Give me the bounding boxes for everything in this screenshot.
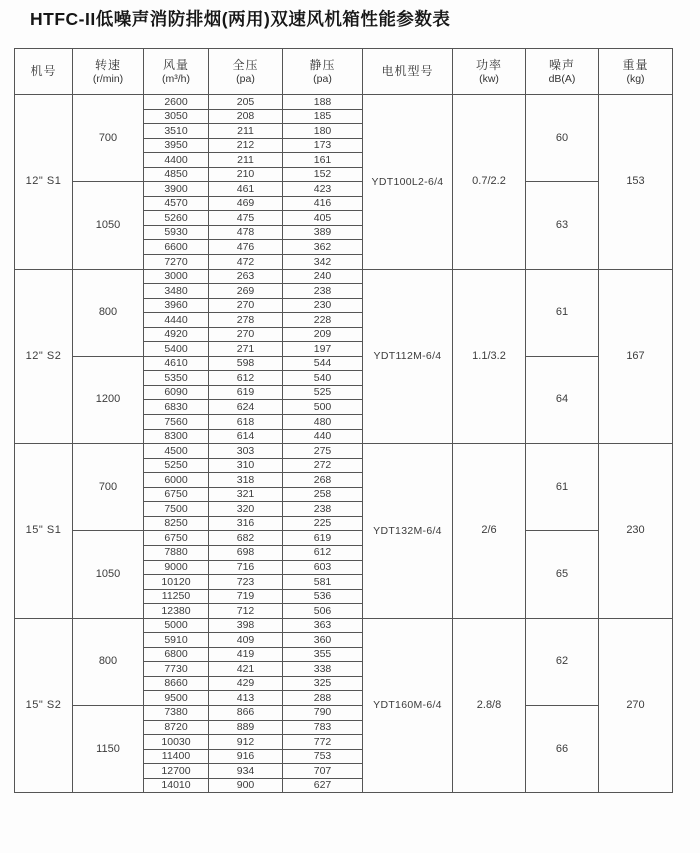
- cell-airflow: 3960: [144, 298, 209, 313]
- cell-airflow: 9000: [144, 560, 209, 575]
- cell-total-pressure: 321: [209, 487, 283, 502]
- header-row: [15, 49, 673, 95]
- cell-airflow: 7380: [144, 705, 209, 720]
- cell-total-pressure: 889: [209, 720, 283, 735]
- column-header-label: 静压: [309, 57, 336, 72]
- cell-total-pressure: 612: [209, 371, 283, 386]
- cell-static-pressure: 362: [283, 240, 363, 255]
- column-header-motor-model: [363, 49, 453, 95]
- cell-noise: 65: [526, 531, 599, 618]
- cell-total-pressure: 461: [209, 182, 283, 197]
- cell-noise: 62: [526, 618, 599, 705]
- cell-noise: 66: [526, 705, 599, 792]
- cell-motor-model: YDT112M-6/4: [363, 269, 453, 444]
- cell-total-pressure: 900: [209, 778, 283, 793]
- table-row: [15, 444, 673, 459]
- cell-airflow: 4610: [144, 356, 209, 371]
- cell-airflow: 6000: [144, 473, 209, 488]
- cell-noise: 60: [526, 95, 599, 182]
- cell-total-pressure: 469: [209, 196, 283, 211]
- cell-total-pressure: 211: [209, 153, 283, 168]
- cell-airflow: 7880: [144, 545, 209, 560]
- column-header-power: [453, 49, 526, 95]
- cell-speed: 800: [73, 269, 144, 356]
- column-header-unit: (pa): [313, 72, 332, 85]
- cell-speed: 1050: [73, 182, 144, 269]
- cell-total-pressure: 409: [209, 633, 283, 648]
- cell-weight: 270: [599, 618, 673, 793]
- cell-total-pressure: 413: [209, 691, 283, 706]
- cell-total-pressure: 472: [209, 255, 283, 270]
- cell-static-pressure: 225: [283, 516, 363, 531]
- table-row: [15, 269, 673, 284]
- column-header-unit: (r/min): [92, 72, 124, 85]
- cell-static-pressure: 506: [283, 604, 363, 619]
- cell-noise: 61: [526, 444, 599, 531]
- column-header-noise: [526, 49, 599, 95]
- table-header: [15, 49, 673, 95]
- table-row: [15, 705, 673, 720]
- cell-motor-model: YDT132M-6/4: [363, 444, 453, 619]
- column-header-label: 功率: [475, 57, 502, 72]
- cell-total-pressure: 320: [209, 502, 283, 517]
- cell-static-pressure: 275: [283, 444, 363, 459]
- cell-total-pressure: 618: [209, 415, 283, 430]
- cell-total-pressure: 866: [209, 705, 283, 720]
- column-header-weight: [599, 49, 673, 95]
- cell-noise: 61: [526, 269, 599, 356]
- cell-airflow: 5250: [144, 458, 209, 473]
- cell-airflow: 5930: [144, 225, 209, 240]
- cell-model: 12" S1: [15, 95, 73, 270]
- cell-weight: 153: [599, 95, 673, 270]
- cell-total-pressure: 719: [209, 589, 283, 604]
- cell-noise: 64: [526, 356, 599, 443]
- cell-total-pressure: 310: [209, 458, 283, 473]
- cell-static-pressure: 416: [283, 196, 363, 211]
- cell-airflow: 6090: [144, 385, 209, 400]
- cell-power: 2.8/8: [453, 618, 526, 793]
- performance-table: [14, 48, 673, 793]
- cell-static-pressure: 268: [283, 473, 363, 488]
- cell-static-pressure: 258: [283, 487, 363, 502]
- cell-static-pressure: 288: [283, 691, 363, 706]
- cell-speed: 800: [73, 618, 144, 705]
- cell-airflow: 4440: [144, 313, 209, 328]
- performance-table-container: [14, 48, 673, 793]
- cell-static-pressure: 500: [283, 400, 363, 415]
- cell-static-pressure: 152: [283, 167, 363, 182]
- column-header-unit: (m³/h): [162, 72, 190, 85]
- cell-static-pressure: 230: [283, 298, 363, 313]
- table-row: [15, 356, 673, 371]
- column-header-unit: (pa): [236, 72, 255, 85]
- cell-static-pressure: 360: [283, 633, 363, 648]
- cell-total-pressure: 716: [209, 560, 283, 575]
- cell-static-pressure: 544: [283, 356, 363, 371]
- cell-airflow: 3050: [144, 109, 209, 124]
- cell-airflow: 5350: [144, 371, 209, 386]
- cell-static-pressure: 180: [283, 124, 363, 139]
- column-header-label: 全压: [232, 57, 259, 72]
- cell-airflow: 3950: [144, 138, 209, 153]
- cell-total-pressure: 263: [209, 269, 283, 284]
- cell-airflow: 4920: [144, 327, 209, 342]
- cell-airflow: 7560: [144, 415, 209, 430]
- cell-airflow: 11250: [144, 589, 209, 604]
- cell-static-pressure: 423: [283, 182, 363, 197]
- column-header-model: [15, 49, 73, 95]
- cell-total-pressure: 598: [209, 356, 283, 371]
- cell-total-pressure: 318: [209, 473, 283, 488]
- cell-static-pressure: 627: [283, 778, 363, 793]
- cell-airflow: 5400: [144, 342, 209, 357]
- cell-airflow: 3480: [144, 284, 209, 299]
- cell-airflow: 6800: [144, 647, 209, 662]
- cell-static-pressure: 790: [283, 705, 363, 720]
- cell-total-pressure: 421: [209, 662, 283, 677]
- cell-total-pressure: 271: [209, 342, 283, 357]
- column-header-total-pressure: [209, 49, 283, 95]
- cell-airflow: 8250: [144, 516, 209, 531]
- cell-total-pressure: 614: [209, 429, 283, 444]
- page-title: HTFC-II低噪声消防排烟(两用)双速风机箱性能参数表: [30, 9, 451, 29]
- column-header-label: 机号: [30, 64, 57, 78]
- cell-total-pressure: 419: [209, 647, 283, 662]
- cell-total-pressure: 212: [209, 138, 283, 153]
- cell-airflow: 10030: [144, 735, 209, 750]
- cell-power: 0.7/2.2: [453, 95, 526, 270]
- cell-airflow: 4850: [144, 167, 209, 182]
- cell-static-pressure: 338: [283, 662, 363, 677]
- cell-airflow: 7500: [144, 502, 209, 517]
- cell-weight: 167: [599, 269, 673, 444]
- cell-model: 12" S2: [15, 269, 73, 444]
- column-header-label: 转速: [94, 57, 121, 72]
- column-header-label: 风量: [162, 57, 189, 72]
- cell-static-pressure: 619: [283, 531, 363, 546]
- cell-total-pressure: 698: [209, 545, 283, 560]
- cell-static-pressure: 240: [283, 269, 363, 284]
- table-row: [15, 618, 673, 633]
- column-header-label: 电机型号: [381, 64, 434, 78]
- cell-static-pressure: 536: [283, 589, 363, 604]
- cell-total-pressure: 619: [209, 385, 283, 400]
- cell-airflow: 5000: [144, 618, 209, 633]
- cell-static-pressure: 405: [283, 211, 363, 226]
- column-header-speed: [73, 49, 144, 95]
- cell-airflow: 12380: [144, 604, 209, 619]
- cell-airflow: 8660: [144, 676, 209, 691]
- cell-static-pressure: 581: [283, 575, 363, 590]
- cell-power: 1.1/3.2: [453, 269, 526, 444]
- cell-total-pressure: 205: [209, 95, 283, 110]
- cell-total-pressure: 316: [209, 516, 283, 531]
- column-header-unit: (kw): [479, 72, 499, 85]
- cell-airflow: 6750: [144, 487, 209, 502]
- cell-airflow: 5260: [144, 211, 209, 226]
- cell-airflow: 6830: [144, 400, 209, 415]
- cell-speed: 700: [73, 444, 144, 531]
- table-row: [15, 95, 673, 110]
- cell-airflow: 3000: [144, 269, 209, 284]
- cell-total-pressure: 270: [209, 327, 283, 342]
- cell-static-pressure: 363: [283, 618, 363, 633]
- cell-total-pressure: 278: [209, 313, 283, 328]
- cell-static-pressure: 228: [283, 313, 363, 328]
- cell-airflow: 7730: [144, 662, 209, 677]
- cell-total-pressure: 624: [209, 400, 283, 415]
- cell-speed: 1200: [73, 356, 144, 443]
- cell-total-pressure: 210: [209, 167, 283, 182]
- cell-airflow: 4500: [144, 444, 209, 459]
- cell-static-pressure: 238: [283, 284, 363, 299]
- cell-static-pressure: 440: [283, 429, 363, 444]
- cell-total-pressure: 723: [209, 575, 283, 590]
- column-header-static-pressure: [283, 49, 363, 95]
- cell-static-pressure: 525: [283, 385, 363, 400]
- cell-static-pressure: 173: [283, 138, 363, 153]
- cell-airflow: 10120: [144, 575, 209, 590]
- cell-total-pressure: 398: [209, 618, 283, 633]
- cell-airflow: 6750: [144, 531, 209, 546]
- cell-speed: 1050: [73, 531, 144, 618]
- cell-motor-model: YDT160M-6/4: [363, 618, 453, 793]
- cell-static-pressure: 772: [283, 735, 363, 750]
- cell-total-pressure: 208: [209, 109, 283, 124]
- cell-total-pressure: 478: [209, 225, 283, 240]
- cell-airflow: 4400: [144, 153, 209, 168]
- column-header-airflow: [144, 49, 209, 95]
- cell-total-pressure: 682: [209, 531, 283, 546]
- table-row: [15, 531, 673, 546]
- cell-static-pressure: 238: [283, 502, 363, 517]
- cell-airflow: 4570: [144, 196, 209, 211]
- cell-total-pressure: 211: [209, 124, 283, 139]
- cell-static-pressure: 540: [283, 371, 363, 386]
- cell-static-pressure: 753: [283, 749, 363, 764]
- cell-static-pressure: 603: [283, 560, 363, 575]
- cell-static-pressure: 325: [283, 676, 363, 691]
- table-body: [15, 95, 673, 793]
- cell-model: 15" S2: [15, 618, 73, 793]
- cell-static-pressure: 612: [283, 545, 363, 560]
- cell-static-pressure: 783: [283, 720, 363, 735]
- cell-static-pressure: 480: [283, 415, 363, 430]
- cell-total-pressure: 712: [209, 604, 283, 619]
- cell-model: 15" S1: [15, 444, 73, 619]
- cell-power: 2/6: [453, 444, 526, 619]
- cell-airflow: 6600: [144, 240, 209, 255]
- cell-static-pressure: 185: [283, 109, 363, 124]
- cell-motor-model: YDT100L2-6/4: [363, 95, 453, 270]
- cell-airflow: 8720: [144, 720, 209, 735]
- cell-airflow: 7270: [144, 255, 209, 270]
- cell-total-pressure: 475: [209, 211, 283, 226]
- column-header-label: 噪声: [548, 57, 575, 72]
- cell-airflow: 3900: [144, 182, 209, 197]
- cell-airflow: 3510: [144, 124, 209, 139]
- cell-airflow: 14010: [144, 778, 209, 793]
- cell-static-pressure: 209: [283, 327, 363, 342]
- cell-speed: 700: [73, 95, 144, 182]
- cell-total-pressure: 269: [209, 284, 283, 299]
- cell-total-pressure: 476: [209, 240, 283, 255]
- cell-airflow: 8300: [144, 429, 209, 444]
- cell-static-pressure: 188: [283, 95, 363, 110]
- cell-static-pressure: 161: [283, 153, 363, 168]
- cell-airflow: 5910: [144, 633, 209, 648]
- table-row: [15, 182, 673, 197]
- column-header-unit: (kg): [626, 72, 645, 85]
- cell-total-pressure: 934: [209, 764, 283, 779]
- cell-airflow: 11400: [144, 749, 209, 764]
- cell-airflow: 12700: [144, 764, 209, 779]
- column-header-label: 重量: [622, 57, 649, 72]
- cell-total-pressure: 303: [209, 444, 283, 459]
- cell-static-pressure: 197: [283, 342, 363, 357]
- cell-total-pressure: 429: [209, 676, 283, 691]
- cell-noise: 63: [526, 182, 599, 269]
- column-header-unit: dB(A): [548, 72, 576, 85]
- cell-airflow: 9500: [144, 691, 209, 706]
- cell-weight: 230: [599, 444, 673, 619]
- cell-static-pressure: 272: [283, 458, 363, 473]
- cell-airflow: 2600: [144, 95, 209, 110]
- cell-total-pressure: 912: [209, 735, 283, 750]
- cell-static-pressure: 342: [283, 255, 363, 270]
- cell-static-pressure: 355: [283, 647, 363, 662]
- cell-total-pressure: 916: [209, 749, 283, 764]
- cell-speed: 1150: [73, 705, 144, 792]
- cell-total-pressure: 270: [209, 298, 283, 313]
- cell-static-pressure: 707: [283, 764, 363, 779]
- cell-static-pressure: 389: [283, 225, 363, 240]
